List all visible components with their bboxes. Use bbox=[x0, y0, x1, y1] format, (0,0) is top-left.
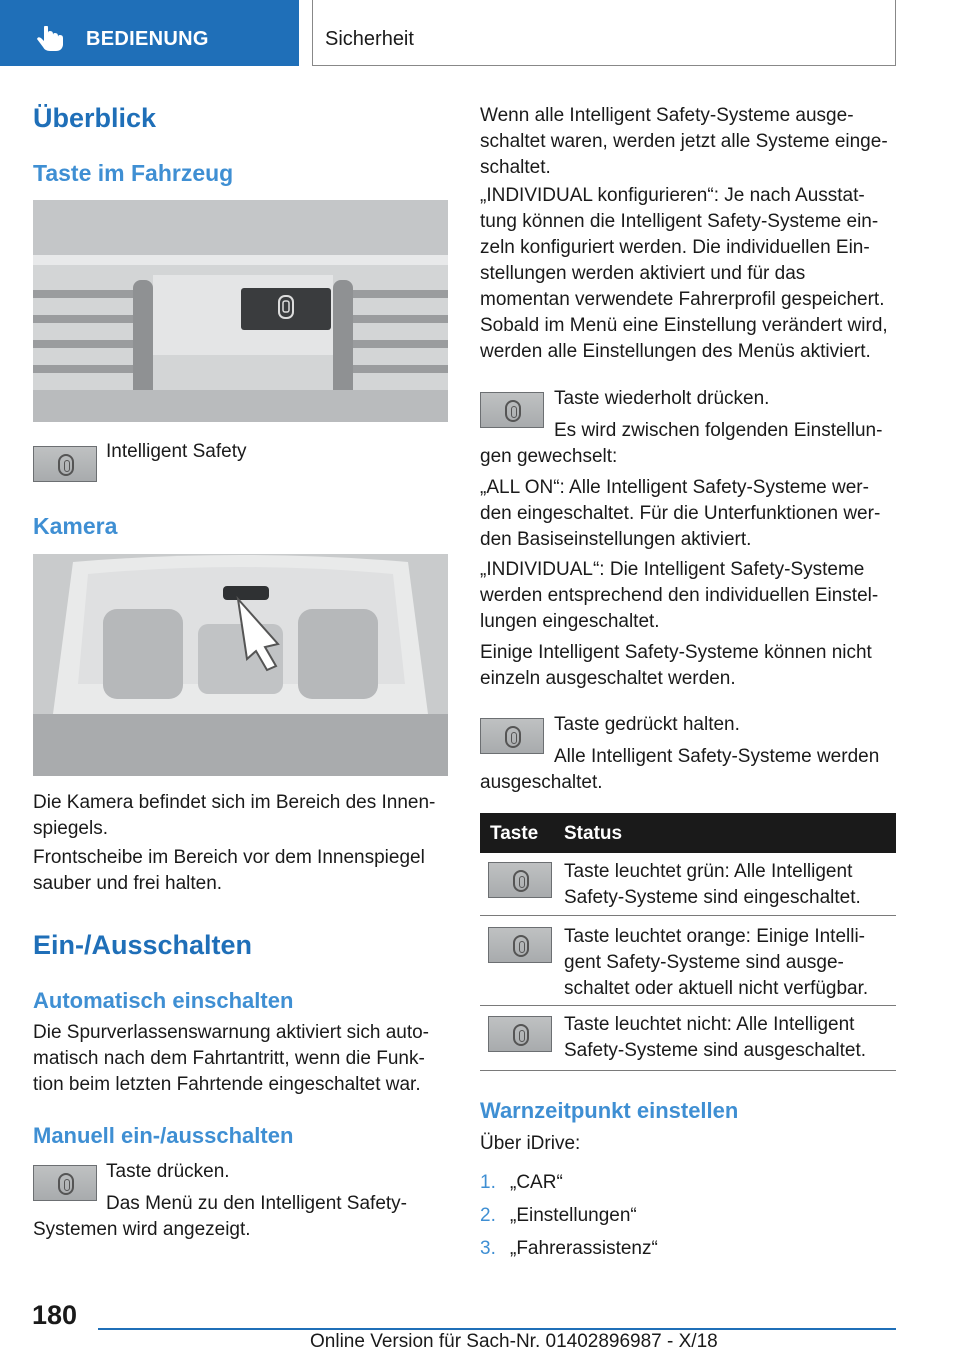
text-line: tung können die Intelligent Safety-Systeme ein- bbox=[480, 211, 879, 232]
heading-ein-ausschalten: Ein-/Ausschalten bbox=[33, 930, 253, 960]
text-line: Frontscheibe im Bereich vor dem Innenspiegel bbox=[33, 847, 425, 868]
heading-warnzeitpunkt: Warnzeitpunkt einstellen bbox=[480, 1098, 739, 1123]
kamera-paragraph-1 bbox=[33, 790, 448, 842]
text-line: schaltet oder aktuell nicht verfügbar. bbox=[564, 978, 869, 999]
section-title: Sicherheit bbox=[325, 28, 414, 50]
right-paragraph-2 bbox=[480, 183, 896, 365]
table-row bbox=[480, 1006, 896, 1071]
text-line: Die Spurverlassenswarnung aktiviert sich auto- bbox=[33, 1022, 430, 1043]
text-line: zeln konfiguriert werden. Die individuellen Ein- bbox=[480, 237, 870, 258]
hand-pointer-icon bbox=[36, 26, 66, 54]
status-cell bbox=[564, 859, 861, 911]
column-header-taste: Taste bbox=[490, 823, 539, 844]
hold-line-2: Alle Intelligent Safety-Systeme werden bbox=[554, 746, 880, 767]
list-text: „CAR“ bbox=[510, 1172, 563, 1193]
text-line: den Basiseinstellungen aktiviert. bbox=[480, 529, 752, 550]
manuell-line-2: Das Menü zu den Intelligent Safety- bbox=[106, 1193, 408, 1214]
text-line: Safety-Systeme sind eingeschaltet. bbox=[564, 887, 861, 908]
list-item bbox=[480, 1170, 563, 1196]
text-line: schaltet. bbox=[480, 157, 551, 178]
text-line: spiegels. bbox=[33, 818, 108, 839]
footer-divider bbox=[98, 1328, 896, 1330]
repeat-press-line-1: Taste wiederholt drücken. bbox=[554, 388, 770, 409]
online-version-text: Online Version für Sach-Nr. 01402896987 - X/18 bbox=[310, 1331, 718, 1352]
page-title: Überblick bbox=[33, 103, 157, 133]
text-line: Taste leuchtet nicht: Alle Intelligent bbox=[564, 1014, 855, 1035]
list-number: 2. bbox=[480, 1205, 496, 1226]
text-line: lungen eingeschaltet. bbox=[480, 611, 660, 632]
text-line: schaltet waren, werden jetzt alle Systeme einge- bbox=[480, 131, 888, 152]
text-line: Die Kamera befindet sich im Bereich des Innen- bbox=[33, 792, 436, 813]
text-line: Wenn alle Intelligent Safety-Systeme ausge- bbox=[480, 105, 854, 126]
text-line: gent Safety-Systeme sind ausge- bbox=[564, 952, 844, 973]
button-caption: Intelligent Safety bbox=[106, 441, 247, 462]
list-item bbox=[480, 1203, 637, 1229]
column-header-status: Status bbox=[564, 823, 623, 844]
button-unlit-icon bbox=[488, 1016, 552, 1052]
text-line: „ALL ON“: Alle Intelligent Safety-Systeme wer- bbox=[480, 477, 869, 498]
individual-paragraph bbox=[480, 557, 896, 635]
text-line: „INDIVIDUAL konfigurieren“: Je nach Ausstat- bbox=[480, 185, 865, 206]
text-line: matisch nach dem Fahrtantritt, wenn die Funk- bbox=[33, 1048, 425, 1069]
list-item bbox=[480, 1236, 658, 1262]
list-text: „Einstellungen“ bbox=[510, 1205, 637, 1226]
button-lit-orange-icon bbox=[488, 927, 552, 963]
hold-line-3: ausgeschaltet. bbox=[480, 772, 603, 793]
manuell-line-3: Systemen wird angezeigt. bbox=[33, 1219, 251, 1240]
status-cell bbox=[564, 924, 868, 1002]
text-line: Taste leuchtet grün: Alle Intelligent bbox=[564, 861, 853, 882]
text-line: „INDIVIDUAL“: Die Intelligent Safety-Systeme bbox=[480, 559, 865, 580]
text-line: stellungen werden aktiviert und für das bbox=[480, 263, 806, 284]
chapter-label: BEDIENUNG bbox=[86, 28, 209, 50]
heading-manuell: Manuell ein-/ausschalten bbox=[33, 1123, 294, 1148]
dashboard-button-photo bbox=[33, 200, 448, 422]
intelligent-safety-button-icon bbox=[480, 392, 544, 428]
page-number: 180 bbox=[32, 1300, 78, 1330]
chapter-tab[interactable] bbox=[0, 0, 299, 66]
text-line: Sobald im Menü eine Einstellung verändert wird, bbox=[480, 315, 888, 336]
einige-paragraph bbox=[480, 640, 896, 692]
hold-line-1: Taste gedrückt halten. bbox=[554, 714, 740, 735]
text-line: Taste leuchtet orange: Einige Intelli- bbox=[564, 926, 866, 947]
right-paragraph-1 bbox=[480, 103, 896, 181]
repeat-press-line-3: gen gewechselt: bbox=[480, 446, 618, 467]
text-line: einzeln ausgeschaltet werden. bbox=[480, 668, 736, 689]
subheading-taste-im-fahrzeug: Taste im Fahrzeug bbox=[33, 160, 234, 186]
automatisch-paragraph bbox=[33, 1020, 448, 1098]
subheading-kamera: Kamera bbox=[33, 513, 118, 539]
all-on-paragraph bbox=[480, 475, 896, 553]
text-line: tion beim letzten Fahrtende eingeschaltet war. bbox=[33, 1074, 421, 1095]
intelligent-safety-button-icon bbox=[33, 446, 97, 482]
text-line: sauber und frei halten. bbox=[33, 873, 223, 894]
intelligent-safety-button-icon bbox=[480, 718, 544, 754]
text-line: Safety-Systeme sind ausgeschaltet. bbox=[564, 1040, 867, 1061]
intelligent-safety-button-icon bbox=[33, 1165, 97, 1201]
text-line: werden alle Einstellungen des Menüs aktiviert. bbox=[480, 341, 871, 362]
status-table bbox=[480, 813, 896, 1071]
repeat-press-line-2: Es wird zwischen folgenden Einstellun- bbox=[554, 420, 883, 441]
kamera-paragraph-2 bbox=[33, 845, 448, 897]
table-header bbox=[480, 813, 896, 853]
button-lit-green-icon bbox=[488, 862, 552, 898]
text-line: Einige Intelligent Safety-Systeme können nicht bbox=[480, 642, 872, 663]
text-line: werden entsprechend den individuellen Einstel- bbox=[480, 585, 879, 606]
table-row bbox=[480, 916, 896, 1006]
text-line: den eingeschaltet. Für die Unterfunktionen wer- bbox=[480, 503, 881, 524]
status-cell bbox=[564, 1012, 866, 1064]
table-row bbox=[480, 853, 896, 916]
manuell-line-1: Taste drücken. bbox=[106, 1161, 230, 1182]
camera-location-photo bbox=[33, 554, 448, 776]
ueber-idrive: Über iDrive: bbox=[480, 1133, 581, 1154]
list-number: 3. bbox=[480, 1238, 496, 1259]
list-number: 1. bbox=[480, 1172, 496, 1193]
list-text: „Fahrerassistenz“ bbox=[510, 1238, 658, 1259]
heading-automatisch: Automatisch einschalten bbox=[33, 988, 294, 1013]
text-line: momentan verwendete Fahrerprofil gespeichert. bbox=[480, 289, 885, 310]
